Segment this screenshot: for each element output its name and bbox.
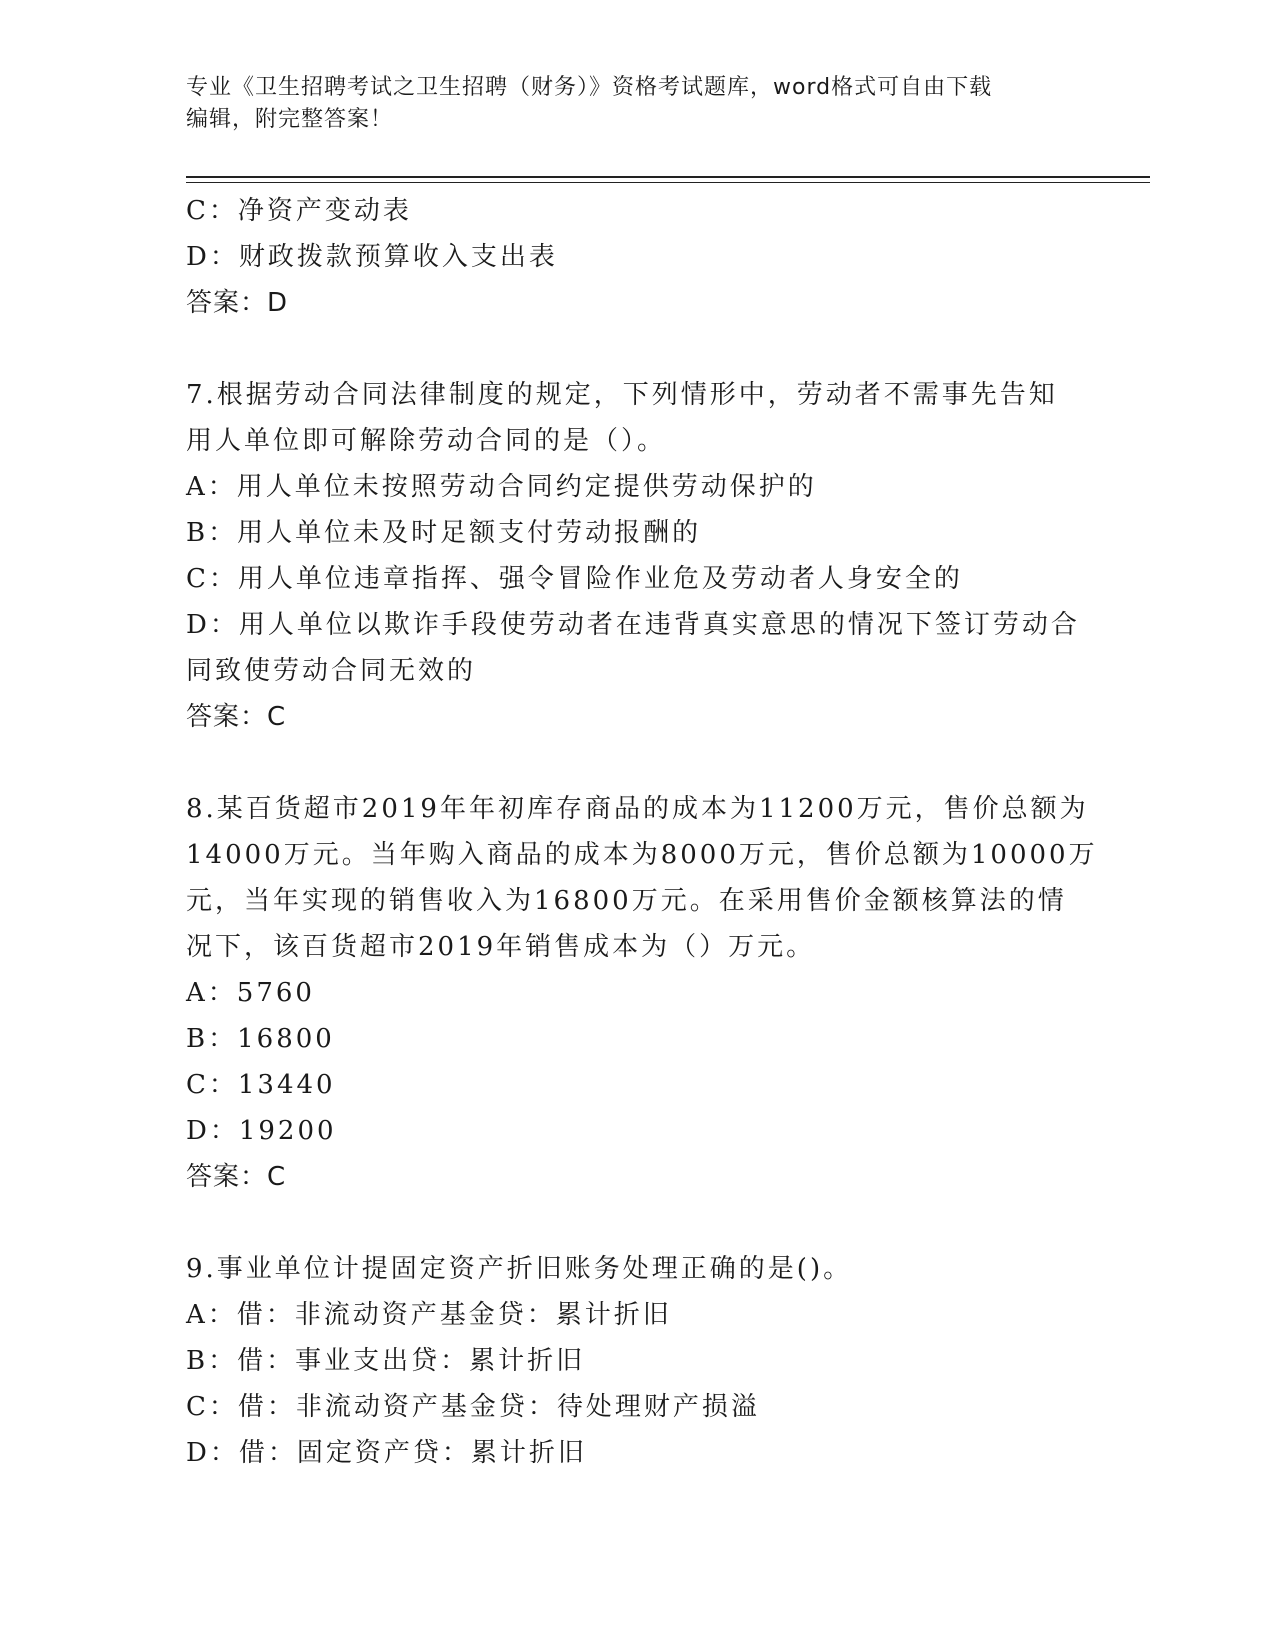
option-a: A：用人单位未按照劳动合同约定提供劳动保护的: [186, 472, 817, 502]
option-b: B：16800: [186, 1024, 335, 1054]
question-content: [186, 188, 1098, 1476]
question-stem: 7.根据劳动合同法律制度的规定，下列情形中，劳动者不需事先告知: [186, 380, 1058, 410]
header-divider-thick: [186, 176, 1150, 178]
option-a: A：5760: [186, 978, 315, 1008]
option-c: C：用人单位违章指挥、强令冒险作业危及劳动者人身安全的: [186, 564, 963, 594]
spacer: [186, 740, 1066, 786]
option-b: B：用人单位未及时足额支付劳动报酬的: [186, 518, 702, 548]
header-divider-thin: [186, 182, 1150, 183]
question-stem: 况下，该百货超市2019年销售成本为（）万元。: [186, 932, 816, 962]
page-header: [186, 72, 1066, 136]
answer-line: 答案：C: [186, 1162, 287, 1192]
header-line-1: 专业《卫生招聘考试之卫生招聘（财务）》资格考试题库，word格式可自由下载: [186, 75, 993, 100]
option-b: B：借：事业支出贷：累计折旧: [186, 1346, 586, 1376]
spacer: [186, 326, 1066, 372]
question-stem: 8.某百货超市2019年年初库存商品的成本为11200万元，售价总额为: [186, 794, 1089, 824]
option-c: C：13440: [186, 1070, 336, 1100]
answer-line: 答案：D: [186, 288, 289, 318]
option-d: D：财政拨款预算收入支出表: [186, 242, 558, 272]
question-9: [186, 1246, 1066, 1476]
question-6-tail: [186, 188, 1066, 326]
option-d: D：借：固定资产贷：累计折旧: [186, 1438, 587, 1468]
option-a: A：借：非流动资产基金贷：累计折旧: [186, 1300, 672, 1330]
question-stem: 元，当年实现的销售收入为16800万元。在采用售价金额核算法的情: [186, 886, 1067, 916]
question-stem: 9.事业单位计提固定资产折旧账务处理正确的是()。: [186, 1254, 853, 1284]
option-d: D：用人单位以欺诈手段使劳动者在违背真实意思的情况下签订劳动合: [186, 610, 1080, 640]
answer-line: 答案：C: [186, 702, 287, 732]
header-line-2: 编辑，附完整答案！: [186, 107, 394, 132]
question-stem: 14000万元。当年购入商品的成本为8000万元，售价总额为10000万: [186, 840, 1098, 870]
question-7: [186, 372, 1080, 740]
option-d-continued: 同致使劳动合同无效的: [186, 656, 477, 686]
question-8: [186, 786, 1098, 1200]
spacer: [186, 1200, 1066, 1246]
option-c: C：借：非流动资产基金贷：待处理财产损溢: [186, 1392, 760, 1422]
option-c: C：净资产变动表: [186, 196, 412, 226]
question-stem: 用人单位即可解除劳动合同的是（）。: [186, 426, 667, 456]
option-d: D：19200: [186, 1116, 337, 1146]
